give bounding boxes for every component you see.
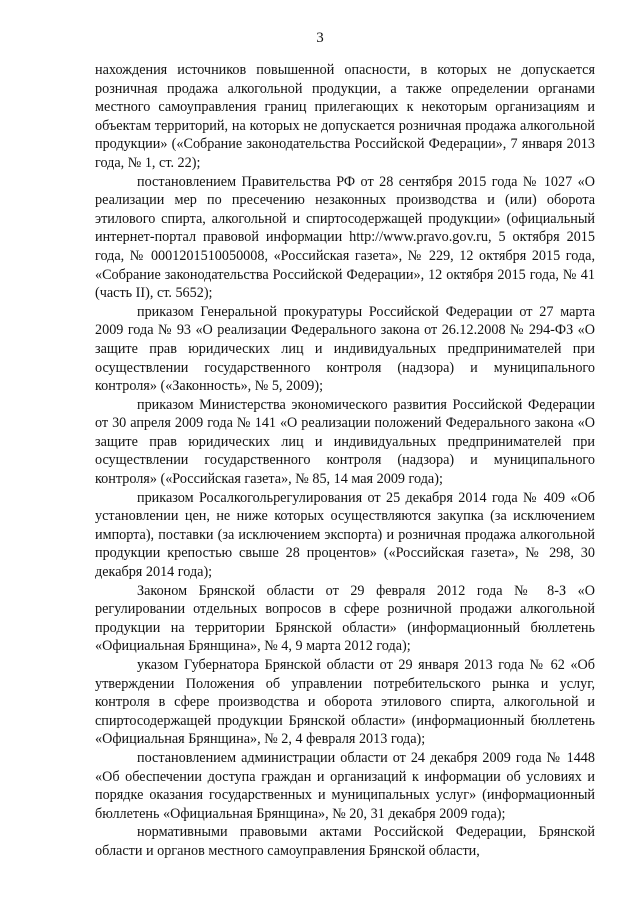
paragraph-continuation: нахождения источников повышенной опасности, в которых не допускается розничная продажа алкогольной продукции, а также определении органами местного самоуправления границ прилегающих к некоторым организациям и объектам территорий, на которых не допускается розничная продажа алкогольной продукции» («Собрание законодательства Российской Федерации», 7 января 2013 года, № 1, ст. 22); [95,62,595,171]
paragraph-administration-resolution: постановлением администрации области от 24 декабря 2009 года № 1448 «Об обеспечении доступа граждан и организаций к информации об условиях и порядке оказания государственных и муниципальных услуг» (информационный бюллетень «Официальная Брянщина», № 20, 31 декабря 2009 года); [95,749,595,822]
paragraph-bryansk-law: Законом Брянской области от 29 февраля 2012 года № 8-З «О регулировании отдельных вопросов в сфере розничной продажи алкогольной продукции на территории Брянской области» (информационный бюллетень «Официальная Брянщина», № 4, 9 марта 2012 года); [95,582,595,655]
paragraph-government-decree: постановлением Правительства РФ от 28 сентября 2015 года № 1027 «О реализации мер по пресечению незаконных производства и (или) оборота этилового спирта, алкогольной и спиртосодержащей продукции» (официальный интернет-портал правовой информации http://www.pravo.gov.ru, 5 октября 2015 года, № 0001201510050008, «Российская газета», № 229, 12 октября 2015 года, «Собрание законодательства Российской Федерации», 12 октября 2015 года, № 41 (часть II), ст. 5652); [95,173,595,302]
paragraph-economy-ministry-order: приказом Министерства экономического развития Российской Федерации от 30 апреля 2009 года № 141 «О реализации положений Федерального закона «О защите прав юридических лиц и индивидуальных предпринимателей при осуществлении государственного контроля (надзора) и муниципального контроля» («Российская газета», № 85, 14 мая 2009 года); [95,396,595,488]
document-body [95,61,595,861]
paragraph-governor-decree: указом Губернатора Брянской области от 29 января 2013 года № 62 «Об утверждении Положения об управлении потребительского рынка и услуг, контроля в сфере производства и оборота этилового спирта, алкогольной и спиртосодержащей продукции Брянской области» (информационный бюллетень «Официальная Брянщина», № 2, 4 февраля 2013 года); [95,657,595,748]
paragraph-prosecutor-order: приказом Генеральной прокуратуры Российской Федерации от 27 марта 2009 года № 93 «О реализации Федерального закона от 26.12.2008 № 294-ФЗ «О защите прав юридических лиц и индивидуальных предпринимателей при осуществлении государственного контроля (надзора) и муниципального контроля» («Законность», № 5, 2009); [95,303,595,395]
page-number: 3 [316,30,324,46]
paragraph-normative-acts: нормативными правовыми актами Российской Федерации, Брянской области и органов местного самоуправления Брянской области, [95,824,595,859]
paragraph-rosalkogol-order: приказом Росалкогольрегулирования от 25 декабря 2014 года № 409 «Об установлении цен, не ниже которых осуществляются закупка (за исключением импорта), поставки (за исключением экспорта) и розничная продажа алкогольной продукции крепостью свыше 28 процентов» («Российская газета», № 298, 30 декабря 2014 года); [95,489,595,581]
